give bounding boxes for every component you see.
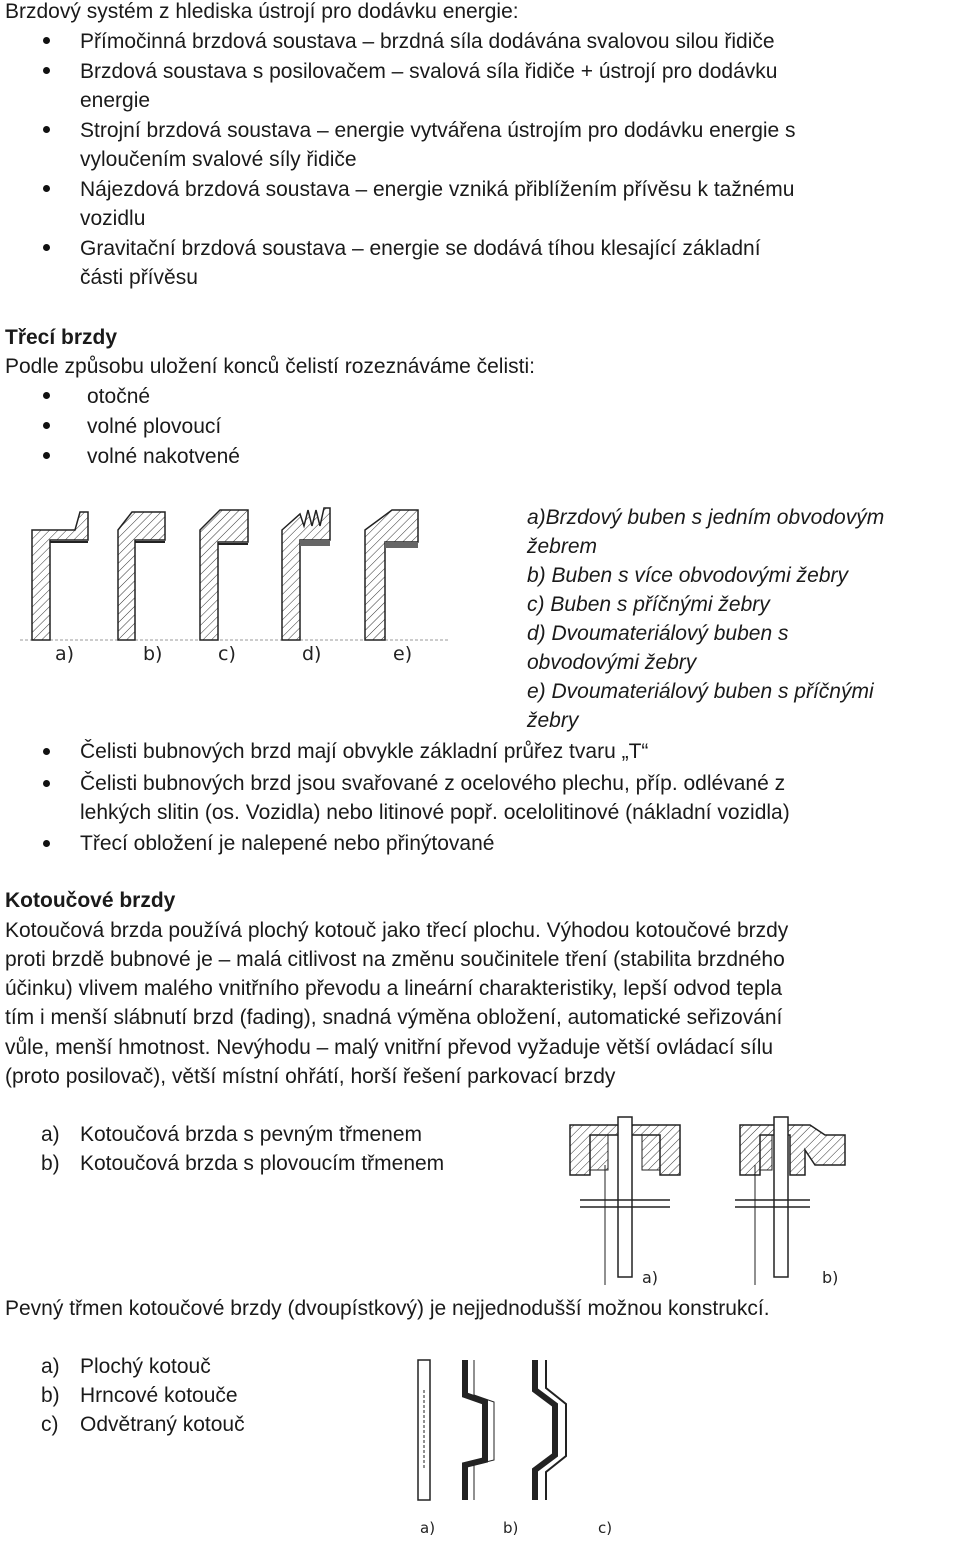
caliper-type-2-text: Kotoučová brzda s plovoucím třmenem — [80, 1152, 445, 1175]
energy-item-1-line-1: Přímočinná brzdová soustava – brzdná síla dodávána svalovou silou řidiče — [80, 30, 775, 53]
energy-heading: Brzdový systém z hlediska ústrojí pro dodávku energie: — [5, 0, 519, 23]
bullet-icon — [43, 452, 50, 459]
drum-caption-line-8: žebry — [527, 709, 579, 732]
drum-caption-line-7: e) Dvoumateriálový buben s příčnými — [527, 680, 874, 703]
disc-type-1-marker: a) — [41, 1355, 60, 1378]
friction-note-2-line-1: Čelisti bubnových brzd jsou svařované z ocelového plechu, příp. odlévané z — [80, 772, 786, 795]
energy-item-5-line-2: části přívěsu — [80, 266, 198, 289]
bullet-icon — [43, 126, 50, 133]
drum-figure-label-d: d) — [302, 643, 322, 665]
bullet-icon — [43, 392, 50, 399]
bullet-icon — [43, 67, 50, 74]
caliper-figure-label-a: a) — [642, 1268, 659, 1287]
drum-caption-line-3: b) Buben s více obvodovými žebry — [527, 564, 848, 587]
energy-item-3-line-2: vyloučením svalové síly řidiče — [80, 148, 357, 171]
bullet-icon — [43, 780, 50, 787]
bullet-icon — [43, 422, 50, 429]
disc-type-3-text: Odvětraný kotouč — [80, 1413, 245, 1436]
drum-figure-label-e: e) — [393, 643, 413, 665]
disc-type-2-text: Hrncové kotouče — [80, 1384, 238, 1407]
disc-paragraph-line-3: účinku) vlivem malého vnitřního převodu a lineární charakteristiky, lepší odvod tepla — [5, 977, 782, 1000]
energy-item-5-line-1: Gravitační brzdová soustava – energie se dodává tíhou klesající základní — [80, 237, 761, 260]
energy-item-3-line-1: Strojní brzdová soustava – energie vytvářena ústrojím pro dodávku energie s — [80, 119, 796, 142]
energy-item-2-line-1: Brzdová soustava s posilovačem – svalová síla řidiče + ústrojí pro dodávku — [80, 60, 778, 83]
friction-note-1: Čelisti bubnových brzd mají obvykle základní průřez tvaru „T“ — [80, 740, 649, 763]
caliper-type-1-text: Kotoučová brzda s pevným třmenem — [80, 1123, 422, 1146]
disc-figure-label-a: a) — [420, 1519, 436, 1537]
drum-caption-line-6: obvodovými žebry — [527, 651, 697, 674]
disc-type-1-text: Plochý kotouč — [80, 1355, 211, 1378]
energy-item-4-line-1: Nájezdová brzdová soustava – energie vzniká přiblížením přívěsu k tažnému — [80, 178, 795, 201]
drum-caption-line-5: d) Dvoumateriálový buben s — [527, 622, 789, 645]
energy-item-4-line-2: vozidlu — [80, 207, 146, 230]
disc-paragraph-line-4: tím i menší slábnutí brzd (fading), snadná výměna obložení, automatické seřizování — [5, 1006, 783, 1029]
disc-paragraph-line-2: proti brzdě bubnové je – malá citlivost na změnu součinitele tření (stabilita brzdného — [5, 948, 785, 971]
bullet-icon — [43, 185, 50, 192]
friction-note-3: Třecí obložení je nalepené nebo přinýtované — [80, 832, 495, 855]
bullet-icon — [43, 748, 50, 755]
drum-caption-line-4: c) Buben s příčnými žebry — [527, 593, 770, 616]
caliper-type-1-marker: a) — [41, 1123, 60, 1146]
disc-figure-label-c: c) — [598, 1519, 613, 1537]
friction-heading: Třecí brzdy — [5, 326, 118, 349]
drum-figure-label-b: b) — [143, 643, 163, 665]
brake-drum-sections-figure — [20, 500, 460, 670]
bullet-icon — [43, 37, 50, 44]
shoe-type-2: volné plovoucí — [87, 415, 222, 438]
disc-types-figure — [400, 1350, 650, 1540]
drum-figure-label-c: c) — [218, 643, 236, 665]
drum-caption-line-2: žebrem — [527, 535, 598, 558]
disc-caliper-figure — [560, 1105, 850, 1290]
fixed-caliper-note: Pevný třmen kotoučové brzdy (dvoupístkový) je nejjednodušší možnou konstrukcí. — [5, 1297, 770, 1320]
drum-caption-line-1: a)Brzdový buben s jedním obvodovým — [527, 506, 885, 529]
energy-item-2-line-2: energie — [80, 89, 151, 112]
disc-paragraph-line-6: (proto posilovač), větší místní ohřátí, horší řešení parkovací brzdy — [5, 1065, 616, 1088]
bullet-icon — [43, 840, 50, 847]
caliper-figure-label-b: b) — [822, 1268, 839, 1287]
shoe-type-1: otočné — [87, 385, 151, 408]
disc-type-2-marker: b) — [41, 1384, 60, 1407]
disc-paragraph-line-1: Kotoučová brzda používá plochý kotouč jako třecí plochu. Výhodou kotoučové brzdy — [5, 919, 789, 942]
friction-note-2-line-2: lehkých slitin (os. Vozidla) nebo litinové popř. ocelolitinové (nákladní vozidla) — [80, 801, 790, 824]
friction-intro: Podle způsobu uložení konců čelistí rozeznáváme čelisti: — [5, 355, 535, 378]
disc-type-3-marker: c) — [41, 1413, 59, 1436]
bullet-icon — [43, 244, 50, 251]
disc-heading: Kotoučové brzdy — [5, 889, 176, 912]
drum-figure-label-a: a) — [55, 643, 75, 665]
shoe-type-3: volné nakotvené — [87, 445, 240, 468]
disc-paragraph-line-5: vůle, menší hmotnost. Nevýhodu – malý vnitřní převod vyžaduje větší ovládací sílu — [5, 1036, 774, 1059]
caliper-type-2-marker: b) — [41, 1152, 60, 1175]
disc-figure-label-b: b) — [503, 1519, 519, 1537]
